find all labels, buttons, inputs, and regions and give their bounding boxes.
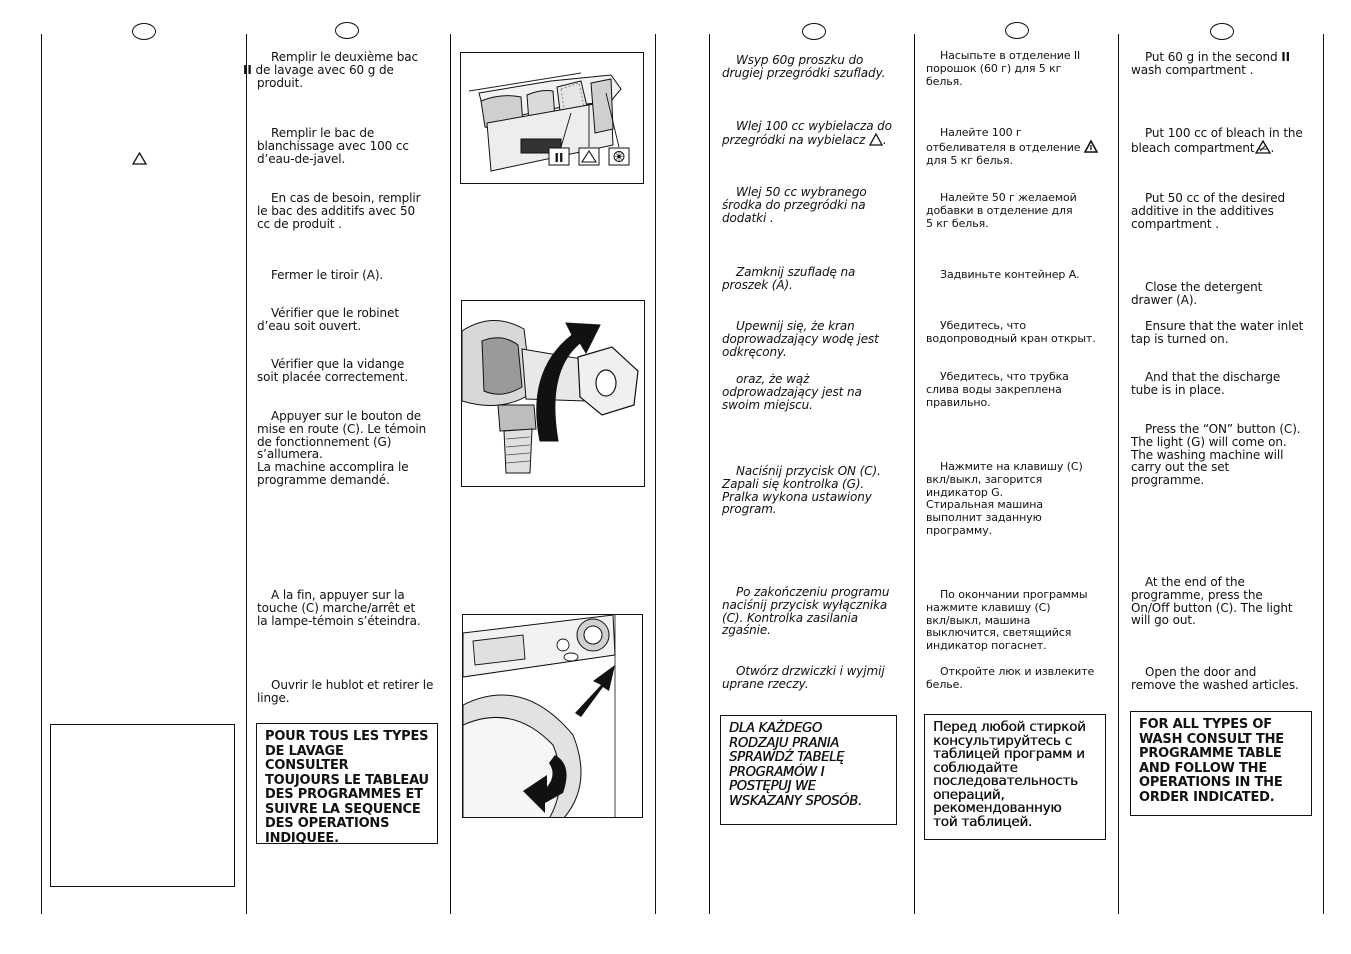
bleach-triangle-icon	[1255, 140, 1271, 154]
russian-warning-box: Перед любой стиркой консультируйтесь с таблицей программ и соблюдайте последовательность операций, рекомендованную той таблицей.	[924, 714, 1106, 840]
language-oval-1	[132, 23, 156, 40]
polish-step-8: Po zakończeniu programu naciśnij przycisk wyłącznika (C). Kontrolka zasilania zgaśnie.	[722, 585, 890, 638]
column-rule-3	[450, 34, 451, 914]
column-rule-6	[914, 34, 915, 914]
french-step-2: Remplir le bac de blanchissage avec 100 cc d’eau-de-javel.	[257, 126, 409, 166]
bleach-triangle-icon	[1084, 140, 1098, 153]
russian-step-7: Нажмите на клавишу (C) вкл/выкл, загорится индикатор G. Стиральная машина выполнит заданную программу.	[926, 460, 1083, 537]
drawer-label-ii: II	[554, 151, 564, 165]
french-step-8: A la fin, appuyer sur la touche (C) marche/arrêt et la lampe-témoin s’éteindra.	[257, 588, 421, 628]
english-step-2: Put 100 cc of bleach in the bleach compartment .	[1131, 126, 1303, 155]
english-step-3: Put 50 cc of the desired additive in the additives compartment .	[1131, 191, 1285, 231]
english-step-8: At the end of the programme, press the On/Off button (C). The light will go out.	[1131, 575, 1293, 628]
french-step-9: Ouvrir le hublot et retirer le linge.	[257, 678, 434, 705]
polish-step-3: Wlej 50 cc wybranego środka do przegródki na dodatki .	[722, 185, 867, 225]
column-rule-2	[246, 34, 247, 914]
empty-note-box	[50, 724, 235, 887]
washing-machine-figure	[462, 614, 643, 818]
french-step-7: Appuyer sur le bouton de mise en route (C). Le témoin de fonctionnement (G) s’allumera. La machine accomplira le programme demandé.	[257, 409, 427, 487]
compartment-ii-label: II	[1281, 50, 1290, 64]
column-rule-5	[709, 34, 710, 914]
french-step-3: En cas de besoin, remplir le bac des additifs avec 50 cc de produit .	[257, 191, 421, 231]
polish-step-4: Zamknij szufladę na proszek (A).	[722, 265, 856, 292]
polish-step-7: Naciśnij przycisk ON (C). Zapali się kontrolka (G). Pralka wykona ustawiony program.	[722, 464, 881, 517]
polish-step-6: oraz, że wąż odprowadzający jest na swoim miejscu.	[722, 372, 862, 412]
column-rule-8	[1323, 34, 1324, 914]
russian-step-1: Насыпьте в отделение II порошок (60 г) для 5 кг белья.	[926, 49, 1081, 88]
russian-step-6: Убедитесь, что трубка слива воды закреплена правильно.	[926, 370, 1069, 409]
detergent-drawer-figure	[460, 52, 644, 184]
compartment-ii-label: II	[243, 62, 252, 77]
column-rule-4	[655, 34, 656, 914]
column-rule-7	[1118, 34, 1119, 914]
french-step-6: Vérifier que la vidange soit placée correctement.	[257, 357, 409, 384]
french-warning-box: POUR TOUS LES TYPES DE LAVAGE CONSULTER TOUJOURS LE TABLEAU DES PROGRAMMES ET SUIVRE LA SEQUENCE DES OPERATIONS INDIQUEE.	[256, 723, 438, 844]
russian-step-2: Налейте 100 г отбеливателя в отделение для 5 кг белья.	[926, 127, 1111, 167]
russian-step-5: Убедитесь, что водопроводный кран открыт.	[926, 319, 1096, 345]
polish-step-5: Upewnij się, że kran doprowadzający wodę jest odkręcony.	[722, 319, 879, 359]
polish-step-2: Wlej 100 cc wybielacza do przegródki na wybielacz .	[722, 119, 892, 147]
english-step-1: Put 60 g in the second II wash compartment .	[1131, 50, 1290, 77]
language-oval-russian	[1005, 22, 1029, 39]
english-step-4: Close the detergent drawer (A).	[1131, 280, 1263, 307]
english-step-7: Press the “ON” button (C). The light (G) will come on. The washing machine will carry out the set programme.	[1131, 422, 1301, 488]
polish-step-9: Otwórz drzwiczki i wyjmij uprane rzeczy.	[722, 664, 885, 691]
bleach-triangle-icon	[869, 133, 883, 146]
english-warning-box: FOR ALL TYPES OF WASH CONSULT THE PROGRAMME TABLE AND FOLLOW THE OPERATIONS IN THE ORDER INDICATED.	[1130, 711, 1312, 816]
english-step-5: Ensure that the water inlet tap is turned on.	[1131, 319, 1304, 346]
language-oval-french	[335, 22, 359, 39]
french-step-5: Vérifier que le robinet d’eau soit ouvert.	[257, 306, 399, 333]
english-step-9: Open the door and remove the washed articles.	[1131, 665, 1299, 692]
english-step-6: And that the discharge tube is in place.	[1131, 370, 1281, 397]
french-step-1: Remplir le deuxième bac II de lavage avec 60 g de produit.	[243, 50, 419, 90]
french-step-4: Fermer le tiroir (A).	[271, 268, 384, 282]
russian-step-9: Откройте люк и извлеките белье.	[926, 665, 1095, 691]
water-tap-figure	[461, 300, 645, 487]
russian-step-8: По окончании программы нажмите клавишу (C) вкл/выкл, машина выключится, светящийся индикатор погаснет.	[926, 588, 1088, 653]
language-oval-polish	[802, 23, 826, 40]
polish-warning-box: DLA KAŻDEGO RODZAJU PRANIA SPRAWDŹ TABELĘ PROGRAMÓW I POSTĘPUJ WE WSKAZANY SPOSÓB.	[720, 715, 897, 825]
bleach-triangle-icon	[132, 152, 147, 165]
russian-step-3: Налейте 50 г желаемой добавки в отделение для 5 кг белья.	[926, 191, 1077, 230]
polish-step-1: Wsyp 60g proszku do drugiej przegródki szuflady.	[722, 53, 886, 80]
language-oval-english	[1210, 23, 1234, 40]
russian-step-4: Задвиньте контейнер А.	[940, 268, 1080, 281]
column-rule-1	[41, 34, 42, 914]
